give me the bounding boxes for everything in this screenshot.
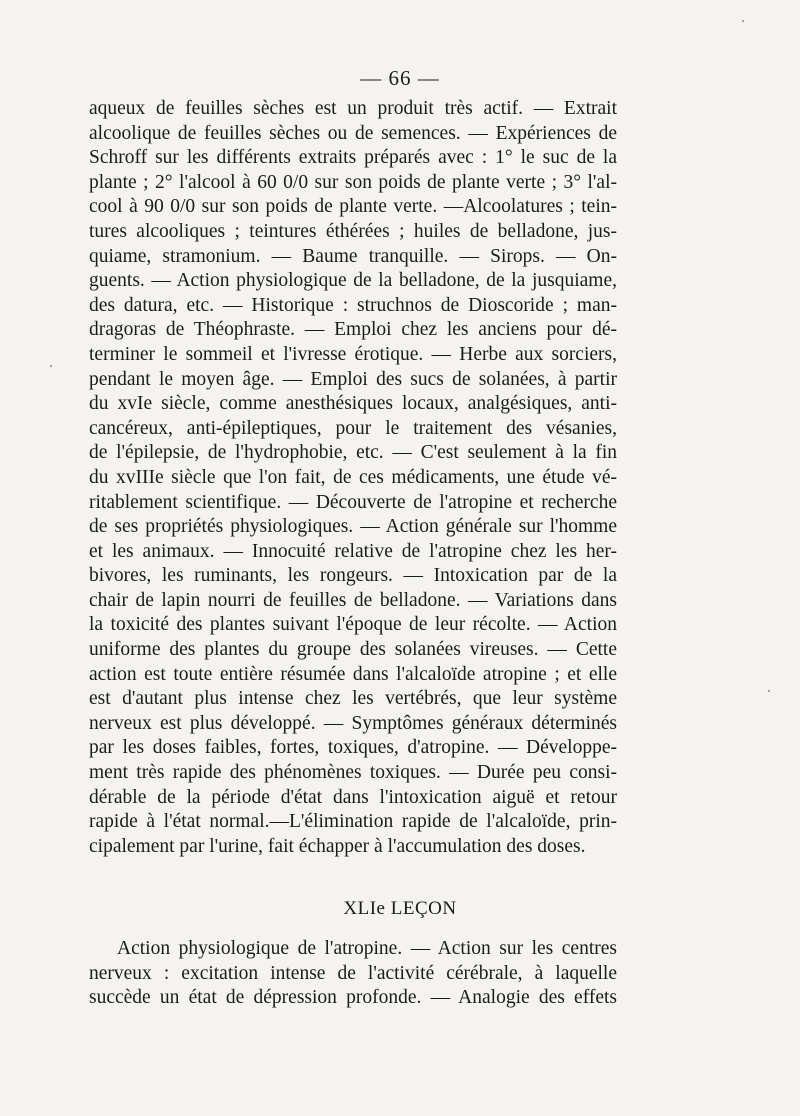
text-line: et les animaux. — Innocuité relative de l'atropine chez les her- xyxy=(89,540,617,562)
text-line: guents. — Action physiologique de la belladone, de la jusquiame, xyxy=(89,270,617,292)
lesson-paragraph xyxy=(89,937,617,1011)
text-line: pendant le moyen âge. — Emploi des sucs de solanées, à partir xyxy=(89,368,617,390)
paper-speck xyxy=(742,20,744,22)
text-line: Schroff sur les différents extraits préparés avec : 1° le suc de la xyxy=(89,147,617,169)
text-line: cancéreux, anti-épileptiques, pour le traitement des vésanies, xyxy=(89,417,617,439)
text-line: uniforme des plantes du groupe des solanées vireuses. — Cette xyxy=(89,639,617,661)
section-heading: XLIe LEÇON xyxy=(343,898,457,919)
text-line: de ses propriétés physiologiques. — Action générale sur l'homme xyxy=(89,516,617,538)
text-line: des datura, etc. — Historique : struchnos de Dioscoride ; man- xyxy=(89,294,617,316)
text-line: du xvIe siècle, comme anesthésiques locaux, analgésiques, anti- xyxy=(89,393,617,415)
text-line: tures alcooliques ; teintures éthérées ; huiles de belladone, jus- xyxy=(89,220,617,242)
text-line: nerveux est plus développé. — Symptômes généraux déterminés xyxy=(89,712,617,734)
text-line: du xvIIIe siècle que l'on fait, de ces médicaments, une étude vé- xyxy=(89,466,617,488)
text-line: plante ; 2° l'alcool à 60 0/0 sur son poids de plante verte ; 3° l'al- xyxy=(89,171,617,193)
text-line: aqueux de feuilles sèches est un produit très actif. — Extrait xyxy=(89,98,617,119)
text-line: alcoolique de feuilles sèches ou de semences. — Expériences de xyxy=(89,122,617,144)
text-line: quiame, stramonium. — Baume tranquille. — Sirops. — On- xyxy=(89,245,617,267)
text-line: Action physiologique de l'atropine. — Action sur les centres xyxy=(117,938,617,959)
text-line: est d'autant plus intense chez les vertébrés, que leur système xyxy=(89,688,617,710)
text-line: chair de lapin nourri de feuilles de belladone. — Variations dans xyxy=(89,589,617,611)
text-line: succède un état de dépression profonde. — Analogie des effets xyxy=(89,987,617,1009)
summary-paragraph xyxy=(89,97,617,859)
text-line: dragoras de Théophraste. — Emploi chez les anciens pour dé- xyxy=(89,319,617,341)
text-line: rapide à l'état normal.—L'élimination rapide de l'alcaloïde, prin- xyxy=(89,811,617,833)
page-number: — 66 — xyxy=(360,66,440,90)
text-line: la toxicité des plantes suivant l'époque de leur récolte. — Action xyxy=(89,614,617,636)
text-line: terminer le sommeil et l'ivresse érotique. — Herbe aux sorciers, xyxy=(89,343,617,365)
text-line: ment très rapide des phénomènes toxiques. — Durée peu consi- xyxy=(89,762,617,784)
text-line: cool à 90 0/0 sur son poids de plante verte. —Alcoolatures ; tein- xyxy=(89,196,617,218)
paper-speck xyxy=(768,690,770,692)
text-line: nerveux : excitation intense de l'activité cérébrale, à laquelle xyxy=(89,962,617,984)
text-line: action est toute entière résumée dans l'alcaloïde atropine ; et elle xyxy=(89,663,617,685)
text-line: bivores, les ruminants, les rongeurs. — Intoxication par de la xyxy=(89,565,617,587)
text-line: ritablement scientifique. — Découverte de l'atropine et recherche xyxy=(89,491,617,513)
text-line: cipalement par l'urine, fait échapper à l'accumulation des doses. xyxy=(89,835,586,857)
text-line: par les doses faibles, fortes, toxiques, d'atropine. — Développe- xyxy=(89,737,617,759)
paper-speck xyxy=(50,365,52,367)
text-line: dérable de la période d'état dans l'intoxication aiguë et retour xyxy=(89,786,617,808)
text-line: de l'épilepsie, de l'hydrophobie, etc. — C'est seulement à la fin xyxy=(89,442,617,464)
